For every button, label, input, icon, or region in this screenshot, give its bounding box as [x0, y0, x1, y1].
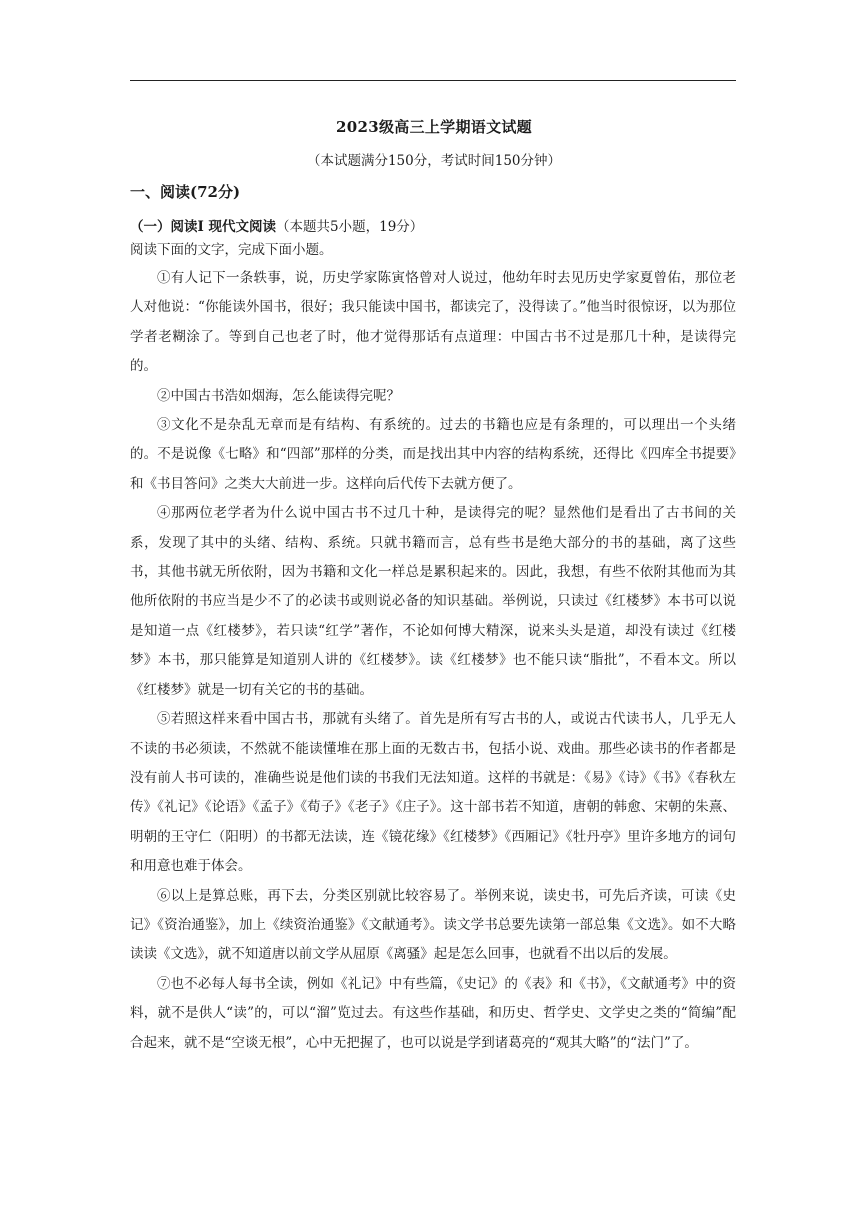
header-rule [130, 80, 736, 81]
section-heading: 一、阅读(72分) [130, 183, 241, 201]
paragraph-3: ③文化不是杂乱无章而是有结构、有系统的。过去的书籍也应是有条理的，可以理出一个头绪的。不是说像《七略》和“四部”那样的分类，而是找出其中内容的结构系统，还得比《四库全书提要》和《书目答问》之类大大前进一步。这样向后代传下去就方便了。 [130, 417, 736, 492]
exam-title: 2023级高三上学期语文试题 [336, 118, 532, 136]
paragraph-5: ⑤若照这样来看中国古书，那就有头绪了。首先是所有写古书的人，或说古代读书人，几乎无人不读的书必须读，不然就不能读懂堆在那上面的无数古书，包括小说、戏曲。那些必读书的作者都是没有前人书可读的，准确些说是他们读的书我们无法知道。这样的书就是：《易》《诗》《书》《春秋左传》《礼记》《论语》《孟子》《荀子》《老子》《庄子》。这十部书若不知道，唐朝的韩愈、宋朝的朱熹、明朝的王守仁（阳明）的书都无法读，连《镜花缘》《红楼梦》《西厢记》《牡丹亭》里许多地方的词句和用意也难于体会。 [130, 711, 736, 875]
paragraph-2: ②中国古书浩如烟海，怎么能读得完呢？ [157, 387, 400, 404]
exam-subtitle: （本试题满分150分，考试时间150分钟） [306, 153, 562, 169]
paragraph-6: ⑥以上是算总账，再下去，分类区别就比较容易了。举例来说，读史书，可先后齐读，可读《史记》《资治通鉴》，加上《续资治通鉴》《文献通考》。读文学书总要先读第一部总集《文选》。如不大略读读《文选》，就不知道唐以前文学从屈原《离骚》起是怎么回事，也就看不出以后的发展。 [130, 887, 736, 963]
subsection-label: （一）阅读Ⅰ 现代文阅读 [130, 219, 277, 235]
passage-body [130, 264, 736, 1058]
subsection-heading [130, 215, 423, 235]
paragraph-1: ①有人记下一条轶事，说，历史学家陈寅恪曾对人说过，他幼年时去见历史学家夏曾佑，那位老人对他说：“你能读外国书，很好；我只能读中国书，都读完了，没得读了。”他当时很惊讶，以为那位学者老糊涂了。等到自己也老了时，他才觉得那话有点道理：中国古书不过是那几十种，是读得完的。 [130, 270, 736, 375]
paragraph-4: ④那两位老学者为什么说中国古书不过几十种，是读得完的呢？显然他们是看出了古书间的关系，发现了其中的头绪、结构、系统。只就书籍而言，总有些书是绝大部分的书的基础，离了这些书，其他书就无所依附，因为书籍和文化一样总是累积起来的。因此，我想，有些不依附其他而为其他所依附的书应当是少不了的必读书或则说必备的知识基础。举例说，只读过《红楼梦》本书可以说是知道一点《红楼梦》，若只读“红学”著作，不论如何博大精深，说来头头是道，却没有读过《红楼梦》本书，那只能算是知道别人讲的《红楼梦》。读《红楼梦》也不能只读“脂批”，不看本文。所以《红楼梦》就是一切有关它的书的基础。 [130, 505, 736, 698]
reading-instruction: 阅读下面的文字，完成下面小题。 [130, 242, 333, 258]
subsection-note: （本题共5小题，19分） [276, 219, 424, 235]
paragraph-7: ⑦也不必每人每书全读，例如《礼记》中有些篇，《史记》的《表》和《书》，《文献通考》中的资料，就不是供人“读”的，可以“溜”览过去。有这些作基础，和历史、哲学史、文学史之类的“简编”配合起来，就不是“空谈无根”，心中无把握了，也可以说是学到诸葛亮的“观其大略”的“法门”了。 [130, 975, 736, 1051]
